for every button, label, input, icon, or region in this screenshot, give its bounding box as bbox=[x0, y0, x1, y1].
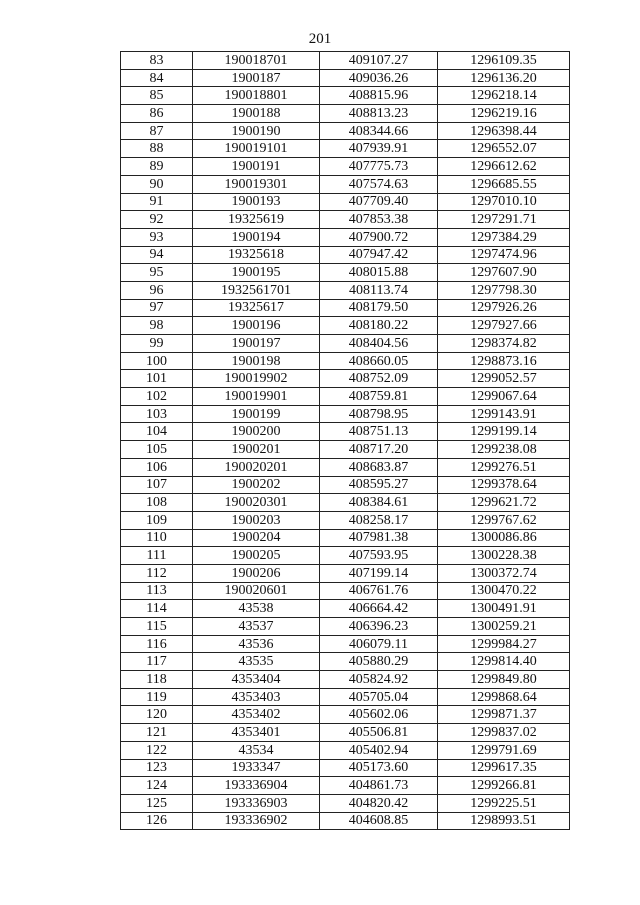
x-coordinate-cell: 408717.20 bbox=[320, 441, 438, 459]
x-coordinate-cell: 407900.72 bbox=[320, 228, 438, 246]
row-number-cell: 87 bbox=[121, 122, 193, 140]
point-id-cell: 43535 bbox=[193, 653, 320, 671]
table-row bbox=[121, 105, 570, 123]
table-row bbox=[121, 794, 570, 812]
table-row bbox=[121, 564, 570, 582]
point-id-cell: 190020201 bbox=[193, 458, 320, 476]
y-coordinate-cell: 1299199.14 bbox=[438, 423, 570, 441]
row-number-cell: 106 bbox=[121, 458, 193, 476]
x-coordinate-cell: 408815.96 bbox=[320, 87, 438, 105]
row-number-cell: 124 bbox=[121, 777, 193, 795]
x-coordinate-cell: 408751.13 bbox=[320, 423, 438, 441]
point-id-cell: 1900199 bbox=[193, 405, 320, 423]
point-id-cell: 1900187 bbox=[193, 69, 320, 87]
row-number-cell: 123 bbox=[121, 759, 193, 777]
point-id-cell: 1900203 bbox=[193, 511, 320, 529]
y-coordinate-cell: 1297384.29 bbox=[438, 228, 570, 246]
table-row bbox=[121, 441, 570, 459]
y-coordinate-cell: 1300228.38 bbox=[438, 547, 570, 565]
table-row bbox=[121, 175, 570, 193]
y-coordinate-cell: 1299791.69 bbox=[438, 741, 570, 759]
y-coordinate-cell: 1299378.64 bbox=[438, 476, 570, 494]
x-coordinate-cell: 408404.56 bbox=[320, 335, 438, 353]
x-coordinate-cell: 408752.09 bbox=[320, 370, 438, 388]
x-coordinate-cell: 407574.63 bbox=[320, 175, 438, 193]
y-coordinate-cell: 1298873.16 bbox=[438, 352, 570, 370]
point-id-cell: 19325618 bbox=[193, 246, 320, 264]
row-number-cell: 108 bbox=[121, 494, 193, 512]
y-coordinate-cell: 1296685.55 bbox=[438, 175, 570, 193]
point-id-cell: 1900195 bbox=[193, 264, 320, 282]
point-id-cell: 190019101 bbox=[193, 140, 320, 158]
table-row bbox=[121, 405, 570, 423]
x-coordinate-cell: 405705.04 bbox=[320, 688, 438, 706]
y-coordinate-cell: 1296398.44 bbox=[438, 122, 570, 140]
y-coordinate-cell: 1299814.40 bbox=[438, 653, 570, 671]
row-number-cell: 112 bbox=[121, 564, 193, 582]
x-coordinate-cell: 408384.61 bbox=[320, 494, 438, 512]
table-row bbox=[121, 299, 570, 317]
table-row bbox=[121, 87, 570, 105]
table-row bbox=[121, 671, 570, 689]
row-number-cell: 121 bbox=[121, 724, 193, 742]
row-number-cell: 105 bbox=[121, 441, 193, 459]
table-row bbox=[121, 458, 570, 476]
x-coordinate-cell: 407981.38 bbox=[320, 529, 438, 547]
y-coordinate-cell: 1299052.57 bbox=[438, 370, 570, 388]
table-row bbox=[121, 352, 570, 370]
point-id-cell: 43538 bbox=[193, 600, 320, 618]
table-row bbox=[121, 529, 570, 547]
x-coordinate-cell: 405824.92 bbox=[320, 671, 438, 689]
x-coordinate-cell: 407939.91 bbox=[320, 140, 438, 158]
x-coordinate-cell: 404608.85 bbox=[320, 812, 438, 830]
table-row bbox=[121, 582, 570, 600]
table-row bbox=[121, 193, 570, 211]
y-coordinate-cell: 1299225.51 bbox=[438, 794, 570, 812]
y-coordinate-cell: 1300086.86 bbox=[438, 529, 570, 547]
table-row bbox=[121, 547, 570, 565]
x-coordinate-cell: 405506.81 bbox=[320, 724, 438, 742]
point-id-cell: 19325617 bbox=[193, 299, 320, 317]
y-coordinate-cell: 1299617.35 bbox=[438, 759, 570, 777]
point-id-cell: 1900194 bbox=[193, 228, 320, 246]
x-coordinate-cell: 405402.94 bbox=[320, 741, 438, 759]
table-row bbox=[121, 246, 570, 264]
table-row bbox=[121, 423, 570, 441]
table-row bbox=[121, 777, 570, 795]
point-id-cell: 190019902 bbox=[193, 370, 320, 388]
point-id-cell: 4353403 bbox=[193, 688, 320, 706]
x-coordinate-cell: 404861.73 bbox=[320, 777, 438, 795]
y-coordinate-cell: 1300470.22 bbox=[438, 582, 570, 600]
row-number-cell: 93 bbox=[121, 228, 193, 246]
point-id-cell: 190018701 bbox=[193, 52, 320, 70]
point-id-cell: 1900206 bbox=[193, 564, 320, 582]
x-coordinate-cell: 405602.06 bbox=[320, 706, 438, 724]
point-id-cell: 190019901 bbox=[193, 388, 320, 406]
row-number-cell: 84 bbox=[121, 69, 193, 87]
table-row bbox=[121, 211, 570, 229]
table-row bbox=[121, 688, 570, 706]
point-id-cell: 1900204 bbox=[193, 529, 320, 547]
y-coordinate-cell: 1300372.74 bbox=[438, 564, 570, 582]
x-coordinate-cell: 407199.14 bbox=[320, 564, 438, 582]
point-id-cell: 193336904 bbox=[193, 777, 320, 795]
page-number: 201 bbox=[308, 31, 332, 47]
row-number-cell: 97 bbox=[121, 299, 193, 317]
table-row bbox=[121, 140, 570, 158]
point-id-cell: 4353401 bbox=[193, 724, 320, 742]
y-coordinate-cell: 1299871.37 bbox=[438, 706, 570, 724]
x-coordinate-cell: 408813.23 bbox=[320, 105, 438, 123]
x-coordinate-cell: 409107.27 bbox=[320, 52, 438, 70]
row-number-cell: 92 bbox=[121, 211, 193, 229]
x-coordinate-cell: 407775.73 bbox=[320, 158, 438, 176]
x-coordinate-cell: 404820.42 bbox=[320, 794, 438, 812]
point-id-cell: 1933347 bbox=[193, 759, 320, 777]
x-coordinate-cell: 405173.60 bbox=[320, 759, 438, 777]
point-id-cell: 190020601 bbox=[193, 582, 320, 600]
row-number-cell: 90 bbox=[121, 175, 193, 193]
x-coordinate-cell: 408180.22 bbox=[320, 317, 438, 335]
row-number-cell: 110 bbox=[121, 529, 193, 547]
y-coordinate-cell: 1299276.51 bbox=[438, 458, 570, 476]
x-coordinate-cell: 409036.26 bbox=[320, 69, 438, 87]
point-id-cell: 1900198 bbox=[193, 352, 320, 370]
y-coordinate-cell: 1297291.71 bbox=[438, 211, 570, 229]
row-number-cell: 91 bbox=[121, 193, 193, 211]
point-id-cell: 1900190 bbox=[193, 122, 320, 140]
x-coordinate-cell: 406396.23 bbox=[320, 618, 438, 636]
x-coordinate-cell: 405880.29 bbox=[320, 653, 438, 671]
table-row bbox=[121, 69, 570, 87]
y-coordinate-cell: 1300491.91 bbox=[438, 600, 570, 618]
table-row bbox=[121, 335, 570, 353]
row-number-cell: 95 bbox=[121, 264, 193, 282]
table-row bbox=[121, 228, 570, 246]
row-number-cell: 116 bbox=[121, 635, 193, 653]
row-number-cell: 94 bbox=[121, 246, 193, 264]
y-coordinate-cell: 1297798.30 bbox=[438, 281, 570, 299]
y-coordinate-cell: 1299849.80 bbox=[438, 671, 570, 689]
row-number-cell: 98 bbox=[121, 317, 193, 335]
y-coordinate-cell: 1299868.64 bbox=[438, 688, 570, 706]
y-coordinate-cell: 1297926.26 bbox=[438, 299, 570, 317]
row-number-cell: 83 bbox=[121, 52, 193, 70]
row-number-cell: 115 bbox=[121, 618, 193, 636]
point-id-cell: 190018801 bbox=[193, 87, 320, 105]
y-coordinate-cell: 1296109.35 bbox=[438, 52, 570, 70]
point-id-cell: 43534 bbox=[193, 741, 320, 759]
x-coordinate-cell: 407947.42 bbox=[320, 246, 438, 264]
row-number-cell: 111 bbox=[121, 547, 193, 565]
x-coordinate-cell: 408595.27 bbox=[320, 476, 438, 494]
y-coordinate-cell: 1298993.51 bbox=[438, 812, 570, 830]
point-id-cell: 43537 bbox=[193, 618, 320, 636]
row-number-cell: 120 bbox=[121, 706, 193, 724]
y-coordinate-cell: 1300259.21 bbox=[438, 618, 570, 636]
point-id-cell: 1932561701 bbox=[193, 281, 320, 299]
row-number-cell: 126 bbox=[121, 812, 193, 830]
x-coordinate-cell: 408683.87 bbox=[320, 458, 438, 476]
row-number-cell: 109 bbox=[121, 511, 193, 529]
table-row bbox=[121, 724, 570, 742]
x-coordinate-cell: 408798.95 bbox=[320, 405, 438, 423]
row-number-cell: 101 bbox=[121, 370, 193, 388]
x-coordinate-cell: 407593.95 bbox=[320, 547, 438, 565]
point-id-cell: 190020301 bbox=[193, 494, 320, 512]
table-row bbox=[121, 812, 570, 830]
row-number-cell: 88 bbox=[121, 140, 193, 158]
point-id-cell: 1900200 bbox=[193, 423, 320, 441]
y-coordinate-cell: 1299837.02 bbox=[438, 724, 570, 742]
y-coordinate-cell: 1297927.66 bbox=[438, 317, 570, 335]
row-number-cell: 125 bbox=[121, 794, 193, 812]
row-number-cell: 86 bbox=[121, 105, 193, 123]
table-row bbox=[121, 370, 570, 388]
row-number-cell: 122 bbox=[121, 741, 193, 759]
row-number-cell: 103 bbox=[121, 405, 193, 423]
row-number-cell: 117 bbox=[121, 653, 193, 671]
table-row bbox=[121, 511, 570, 529]
row-number-cell: 104 bbox=[121, 423, 193, 441]
x-coordinate-cell: 406079.11 bbox=[320, 635, 438, 653]
x-coordinate-cell: 408113.74 bbox=[320, 281, 438, 299]
table-row bbox=[121, 52, 570, 70]
point-id-cell: 1900202 bbox=[193, 476, 320, 494]
table-row bbox=[121, 759, 570, 777]
point-id-cell: 19325619 bbox=[193, 211, 320, 229]
y-coordinate-cell: 1296218.14 bbox=[438, 87, 570, 105]
y-coordinate-cell: 1299621.72 bbox=[438, 494, 570, 512]
x-coordinate-cell: 408015.88 bbox=[320, 264, 438, 282]
coordinates-table bbox=[120, 51, 570, 830]
point-id-cell: 193336903 bbox=[193, 794, 320, 812]
x-coordinate-cell: 408344.66 bbox=[320, 122, 438, 140]
table-row bbox=[121, 741, 570, 759]
x-coordinate-cell: 407853.38 bbox=[320, 211, 438, 229]
point-id-cell: 4353404 bbox=[193, 671, 320, 689]
table-row bbox=[121, 122, 570, 140]
row-number-cell: 107 bbox=[121, 476, 193, 494]
y-coordinate-cell: 1299143.91 bbox=[438, 405, 570, 423]
row-number-cell: 85 bbox=[121, 87, 193, 105]
table-row bbox=[121, 618, 570, 636]
point-id-cell: 1900191 bbox=[193, 158, 320, 176]
table-row bbox=[121, 600, 570, 618]
point-id-cell: 193336902 bbox=[193, 812, 320, 830]
table-row bbox=[121, 476, 570, 494]
y-coordinate-cell: 1297474.96 bbox=[438, 246, 570, 264]
row-number-cell: 99 bbox=[121, 335, 193, 353]
y-coordinate-cell: 1299238.08 bbox=[438, 441, 570, 459]
point-id-cell: 1900197 bbox=[193, 335, 320, 353]
point-id-cell: 43536 bbox=[193, 635, 320, 653]
x-coordinate-cell: 406664.42 bbox=[320, 600, 438, 618]
table-row bbox=[121, 158, 570, 176]
y-coordinate-cell: 1299984.27 bbox=[438, 635, 570, 653]
y-coordinate-cell: 1296136.20 bbox=[438, 69, 570, 87]
table-row bbox=[121, 317, 570, 335]
y-coordinate-cell: 1296612.62 bbox=[438, 158, 570, 176]
table-row bbox=[121, 494, 570, 512]
y-coordinate-cell: 1299266.81 bbox=[438, 777, 570, 795]
point-id-cell: 1900188 bbox=[193, 105, 320, 123]
point-id-cell: 1900201 bbox=[193, 441, 320, 459]
row-number-cell: 113 bbox=[121, 582, 193, 600]
row-number-cell: 118 bbox=[121, 671, 193, 689]
table-row bbox=[121, 264, 570, 282]
y-coordinate-cell: 1299767.62 bbox=[438, 511, 570, 529]
row-number-cell: 100 bbox=[121, 352, 193, 370]
table-row bbox=[121, 281, 570, 299]
x-coordinate-cell: 408759.81 bbox=[320, 388, 438, 406]
row-number-cell: 96 bbox=[121, 281, 193, 299]
y-coordinate-cell: 1299067.64 bbox=[438, 388, 570, 406]
x-coordinate-cell: 407709.40 bbox=[320, 193, 438, 211]
point-id-cell: 1900193 bbox=[193, 193, 320, 211]
y-coordinate-cell: 1297607.90 bbox=[438, 264, 570, 282]
row-number-cell: 89 bbox=[121, 158, 193, 176]
point-id-cell: 1900205 bbox=[193, 547, 320, 565]
table-row bbox=[121, 388, 570, 406]
row-number-cell: 119 bbox=[121, 688, 193, 706]
point-id-cell: 1900196 bbox=[193, 317, 320, 335]
y-coordinate-cell: 1296552.07 bbox=[438, 140, 570, 158]
table-body bbox=[121, 52, 570, 830]
row-number-cell: 114 bbox=[121, 600, 193, 618]
x-coordinate-cell: 408179.50 bbox=[320, 299, 438, 317]
x-coordinate-cell: 408660.05 bbox=[320, 352, 438, 370]
x-coordinate-cell: 408258.17 bbox=[320, 511, 438, 529]
y-coordinate-cell: 1297010.10 bbox=[438, 193, 570, 211]
point-id-cell: 190019301 bbox=[193, 175, 320, 193]
table-row bbox=[121, 635, 570, 653]
row-number-cell: 102 bbox=[121, 388, 193, 406]
y-coordinate-cell: 1296219.16 bbox=[438, 105, 570, 123]
x-coordinate-cell: 406761.76 bbox=[320, 582, 438, 600]
table-row bbox=[121, 706, 570, 724]
table-row bbox=[121, 653, 570, 671]
y-coordinate-cell: 1298374.82 bbox=[438, 335, 570, 353]
point-id-cell: 4353402 bbox=[193, 706, 320, 724]
